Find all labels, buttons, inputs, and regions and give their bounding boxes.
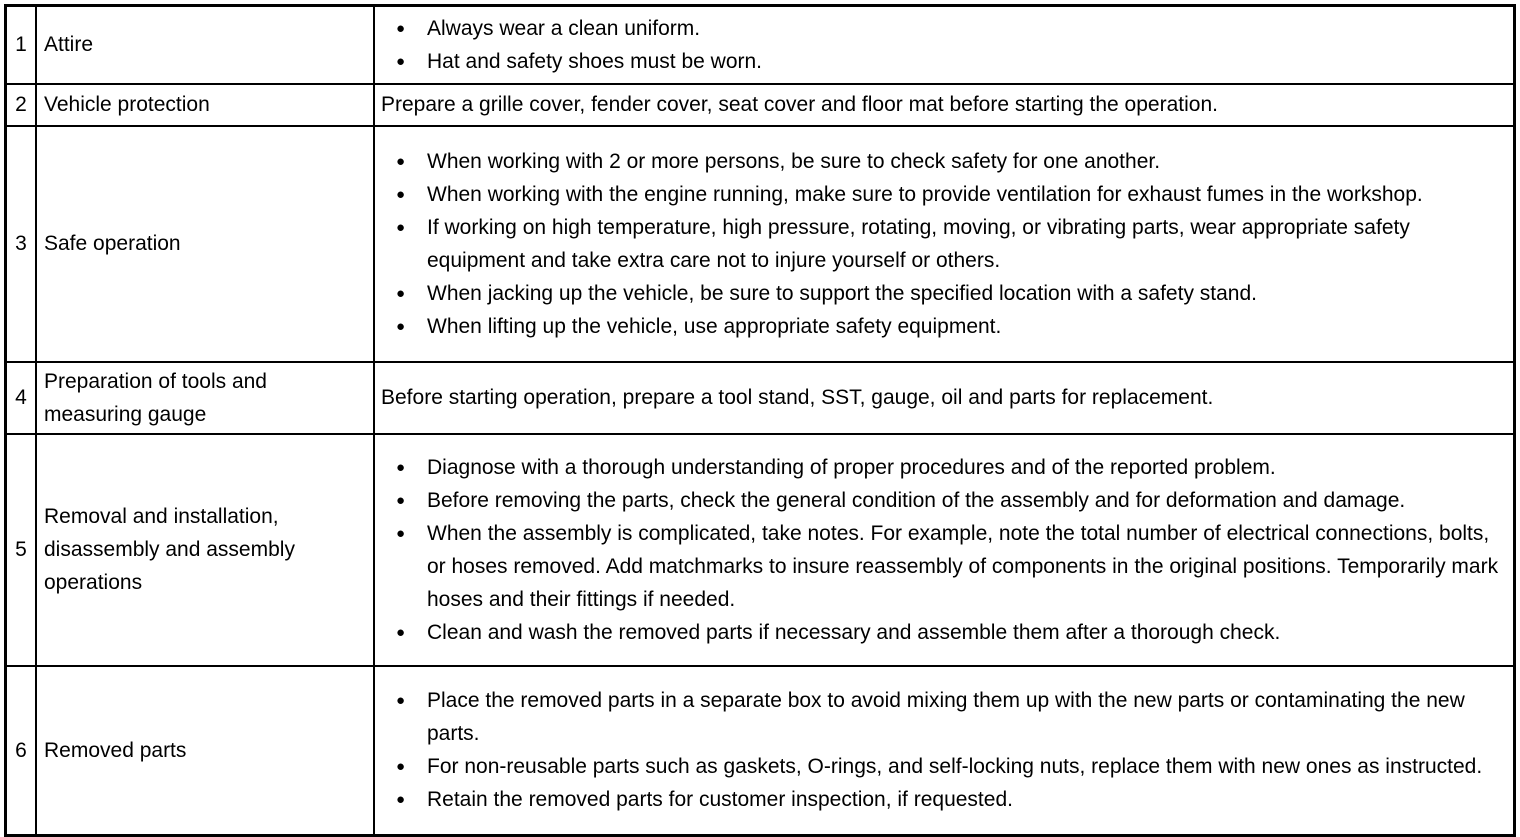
table-row — [6, 666, 1515, 836]
bullet-icon: ● — [396, 317, 406, 335]
row-number: 4 — [6, 362, 37, 434]
bullet-text: When working with the engine running, make sure to provide ventilation for exhaust fumes in the workshop. — [427, 182, 1423, 206]
bullet-icon: ● — [396, 218, 406, 236]
table-row — [6, 6, 1515, 84]
description-cell — [374, 434, 1515, 666]
category-label: Attire — [44, 33, 94, 57]
description-cell — [374, 6, 1515, 84]
bullet-icon: ● — [396, 152, 406, 170]
category-cell — [36, 126, 374, 362]
bullet-item — [375, 684, 1513, 750]
bullet-text: Diagnose with a thorough understanding of proper procedures and of the reported problem. — [427, 455, 1276, 479]
category-cell — [36, 362, 374, 434]
category-cell — [36, 84, 374, 126]
table-body — [6, 6, 1515, 836]
bullet-text: When the assembly is complicated, take notes. For example, note the total number of electrical connections, bolts, or hoses removed. Add matchmarks to insure reassembly of components in the original positions. Temporarily mark hoses and their fittings if needed. — [427, 521, 1499, 611]
category-cell — [36, 6, 374, 84]
bullet-icon: ● — [396, 791, 406, 809]
description-text: Before starting operation, prepare a tool stand, SST, gauge, oil and parts for replacement. — [381, 386, 1214, 409]
bullet-item — [375, 12, 1513, 45]
bullet-text: Hat and safety shoes must be worn. — [427, 49, 763, 73]
bullet-text: When jacking up the vehicle, be sure to support the specified location with a safety stand. — [427, 281, 1257, 305]
bullet-icon: ● — [396, 692, 406, 710]
category-label: Preparation of tools and measuring gauge — [44, 369, 267, 426]
category-label: Removal and installation, disassembly and assembly operations — [44, 505, 295, 594]
table-row — [6, 362, 1515, 434]
bullet-icon: ● — [396, 524, 406, 542]
row-number: 1 — [6, 6, 37, 84]
bullet-icon: ● — [396, 458, 406, 476]
bullet-item — [375, 750, 1513, 783]
table-row — [6, 434, 1515, 666]
description-cell — [374, 362, 1515, 434]
bullet-icon: ● — [396, 623, 406, 641]
bullet-text: If working on high temperature, high pressure, rotating, moving, or vibrating parts, wear appropriate safety equipment and take extra care not to injure yourself or others. — [427, 215, 1410, 272]
table-row — [6, 126, 1515, 362]
description-text: Prepare a grille cover, fender cover, seat cover and floor mat before starting the operation. — [381, 93, 1218, 116]
bullet-icon: ● — [396, 19, 406, 37]
row-number: 5 — [6, 434, 37, 666]
row-number: 2 — [6, 84, 37, 126]
bullet-item — [375, 616, 1513, 649]
category-cell — [36, 434, 374, 666]
bullet-text: When lifting up the vehicle, use appropriate safety equipment. — [427, 314, 1002, 338]
bullet-item — [375, 211, 1513, 277]
bullet-text: Clean and wash the removed parts if necessary and assemble them after a thorough check. — [427, 620, 1281, 644]
bullet-text: Place the removed parts in a separate box to avoid mixing them up with the new parts or contaminating the new parts. — [427, 689, 1465, 746]
category-label: Removed parts — [44, 738, 187, 762]
bullet-item — [375, 145, 1513, 178]
category-label: Vehicle protection — [44, 93, 210, 116]
description-cell — [374, 666, 1515, 836]
bullet-item — [375, 783, 1513, 816]
bullet-text: Always wear a clean uniform. — [427, 16, 701, 40]
bullet-icon: ● — [396, 491, 406, 509]
bullet-item — [375, 45, 1513, 78]
table-row — [6, 84, 1515, 126]
category-cell — [36, 666, 374, 836]
description-cell — [374, 84, 1515, 126]
bullet-item — [375, 451, 1513, 484]
bullet-text: Before removing the parts, check the general condition of the assembly and for deformation and damage. — [427, 488, 1406, 512]
description-cell — [374, 126, 1515, 362]
bullet-item — [375, 517, 1513, 616]
bullet-text: Retain the removed parts for customer inspection, if requested. — [427, 788, 1013, 812]
bullet-item — [375, 277, 1513, 310]
bullet-icon: ● — [396, 185, 406, 203]
row-number: 3 — [6, 126, 37, 362]
bullet-icon: ● — [396, 758, 406, 776]
bullet-item — [375, 178, 1513, 211]
bullet-text: For non-reusable parts such as gaskets, O-rings, and self-locking nuts, replace them with new ones as instructed. — [427, 755, 1483, 779]
bullet-icon: ● — [396, 284, 406, 302]
row-number: 6 — [6, 666, 37, 836]
bullet-icon: ● — [396, 52, 406, 70]
safety-precautions-table — [4, 4, 1516, 837]
bullet-item — [375, 310, 1513, 343]
bullet-item — [375, 484, 1513, 517]
category-label: Safe operation — [44, 232, 181, 255]
bullet-text: When working with 2 or more persons, be sure to check safety for one another. — [427, 149, 1161, 173]
